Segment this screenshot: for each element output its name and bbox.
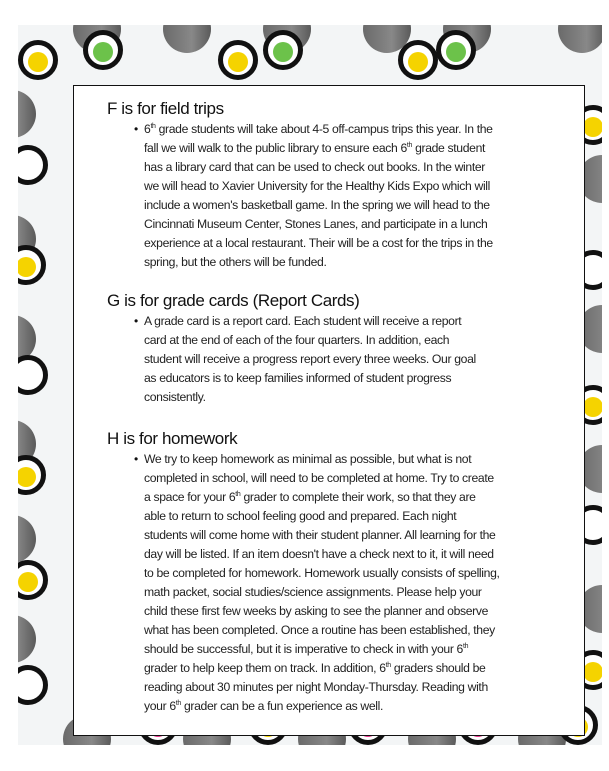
- text-run: graders should be: [390, 661, 486, 675]
- gray-dot: [18, 615, 36, 663]
- ring-dot: [436, 30, 476, 70]
- text-run: a space for your 6: [144, 490, 236, 504]
- gray-dot: [18, 90, 36, 138]
- paragraph-line: [144, 198, 490, 213]
- ordinal-suffix: th: [235, 491, 241, 498]
- paragraph-line: [144, 452, 471, 467]
- paragraph-line: [144, 604, 488, 619]
- text-run: to be completed for homework. Homework usually consists of spelling,: [144, 566, 500, 580]
- paragraph-line: [144, 680, 488, 695]
- paragraph-line: [144, 661, 485, 676]
- ring-dot: [398, 40, 438, 80]
- text-run: grade student: [412, 141, 486, 155]
- paragraph-line: [144, 141, 485, 156]
- yellow-dot: [583, 397, 602, 417]
- bullet-icon: •: [134, 452, 139, 466]
- text-run: reading about 30 minutes per night Monday-Thursday. Reading with: [144, 680, 488, 694]
- yellow-dot: [408, 52, 428, 72]
- text-run: student will receive a progress report every three weeks. Our goal: [144, 352, 476, 366]
- text-run: We try to keep homework as minimal as possible, but what is not: [144, 452, 472, 466]
- section-heading: H is for homework: [107, 429, 238, 448]
- paragraph-line: [144, 217, 487, 232]
- text-run: Cincinnati Museum Center, Stones Lanes, and participate in a lunch: [144, 217, 488, 231]
- paragraph-line: [144, 352, 476, 367]
- text-run: has a library card that can be used to check out books. In the winter: [144, 160, 486, 174]
- text-run: grader to help keep them on track. In addition, 6: [144, 661, 386, 675]
- ring-dot: [18, 455, 46, 495]
- paragraph-line: [144, 490, 476, 505]
- text-run: A grade card is a report card. Each student will receive a report: [144, 314, 462, 328]
- gray-dot: [163, 25, 211, 53]
- paragraph-line: [144, 642, 468, 657]
- green-dot: [273, 42, 293, 62]
- yellow-dot: [583, 117, 602, 137]
- text-run: spring, but the others will be funded.: [144, 255, 327, 269]
- bullet-icon: •: [134, 314, 139, 328]
- ring-dot: [18, 355, 48, 395]
- paragraph-line: [144, 333, 449, 348]
- text-run: fall we will walk to the public library to ensure each 6: [144, 141, 407, 155]
- yellow-dot: [583, 662, 602, 682]
- yellow-dot: [18, 257, 36, 277]
- content-box: [73, 85, 585, 736]
- text-run: day will be listed. If an item doesn't have a check next to it, it will need: [144, 547, 494, 561]
- paragraph-line: [144, 314, 461, 329]
- section-heading: F is for field trips: [107, 99, 224, 118]
- ordinal-suffix: th: [406, 142, 413, 149]
- paragraph-line: [144, 255, 327, 270]
- ordinal-suffix: th: [150, 123, 156, 130]
- text-run: experience at a local restaurant. Their will be a cost for the trips in the: [144, 236, 493, 250]
- paragraph-line: [144, 509, 456, 524]
- text-run: able to return to school feeling good and prepared. Each night: [144, 509, 457, 523]
- text-run: what has been completed. Once a routine has been established, they: [144, 623, 495, 637]
- paragraph-line: [144, 699, 383, 714]
- ring-dot: [18, 560, 48, 600]
- ordinal-suffix: th: [463, 643, 469, 650]
- yellow-dot: [18, 572, 38, 592]
- text-run: consistently.: [144, 390, 206, 404]
- paragraph-line: [144, 390, 206, 405]
- document-page: [18, 25, 602, 745]
- text-run: child these first few weeks by asking to see the planner and observe: [144, 604, 489, 618]
- green-dot: [446, 42, 466, 62]
- paragraph-line: [144, 160, 485, 175]
- paragraph-line: [144, 122, 493, 137]
- ordinal-suffix: th: [385, 662, 391, 669]
- paragraph-line: [144, 471, 494, 486]
- text-run: as educators is to keep families informed of student progress: [144, 371, 452, 385]
- bullet-icon: •: [134, 122, 139, 136]
- yellow-dot: [18, 467, 36, 487]
- paragraph-line: [144, 623, 495, 638]
- paragraph-line: [144, 528, 495, 543]
- paragraph-line: [144, 566, 500, 581]
- paragraph-line: [144, 179, 490, 194]
- gray-dot: [558, 25, 602, 53]
- text-run: include a women's basketball game. In the spring we will head to the: [144, 198, 490, 212]
- text-run: grade students will take about 4-5 off-campus trips this year. In the: [155, 122, 493, 136]
- text-run: your 6: [144, 699, 176, 713]
- yellow-dot: [28, 52, 48, 72]
- ring-dot: [18, 665, 48, 705]
- text-run: 6: [144, 122, 151, 136]
- paragraph-line: [144, 547, 494, 562]
- ring-dot: [18, 40, 58, 80]
- text-run: completed in school, will need to be completed at home. Try to create: [144, 471, 494, 485]
- text-run: students will come home with their student planner. All learning for the: [144, 528, 496, 542]
- text-run: card at the end of each of the four quarters. In addition, each: [144, 333, 450, 347]
- text-run: math packet, social studies/science assignments. Please help your: [144, 585, 482, 599]
- text-run: should be successful, but it is imperative to check in with your 6: [144, 642, 463, 656]
- text-run: grader to complete their work, so that they are: [240, 490, 476, 504]
- ordinal-suffix: th: [175, 700, 181, 707]
- paragraph-line: [144, 371, 451, 386]
- ring-dot: [263, 30, 303, 70]
- section-heading: G is for grade cards (Report Cards): [107, 291, 360, 310]
- yellow-dot: [228, 52, 248, 72]
- ring-dot: [18, 245, 46, 285]
- ring-dot: [18, 145, 48, 185]
- text-run: we will head to Xavier University for the Healthy Kids Expo which will: [144, 179, 491, 193]
- green-dot: [93, 42, 113, 62]
- ring-dot: [218, 40, 258, 80]
- paragraph-line: [144, 236, 493, 251]
- gray-dot: [18, 515, 36, 563]
- ring-dot: [83, 30, 123, 70]
- text-run: grader can be a fun experience as well.: [180, 699, 384, 713]
- paragraph-line: [144, 585, 482, 600]
